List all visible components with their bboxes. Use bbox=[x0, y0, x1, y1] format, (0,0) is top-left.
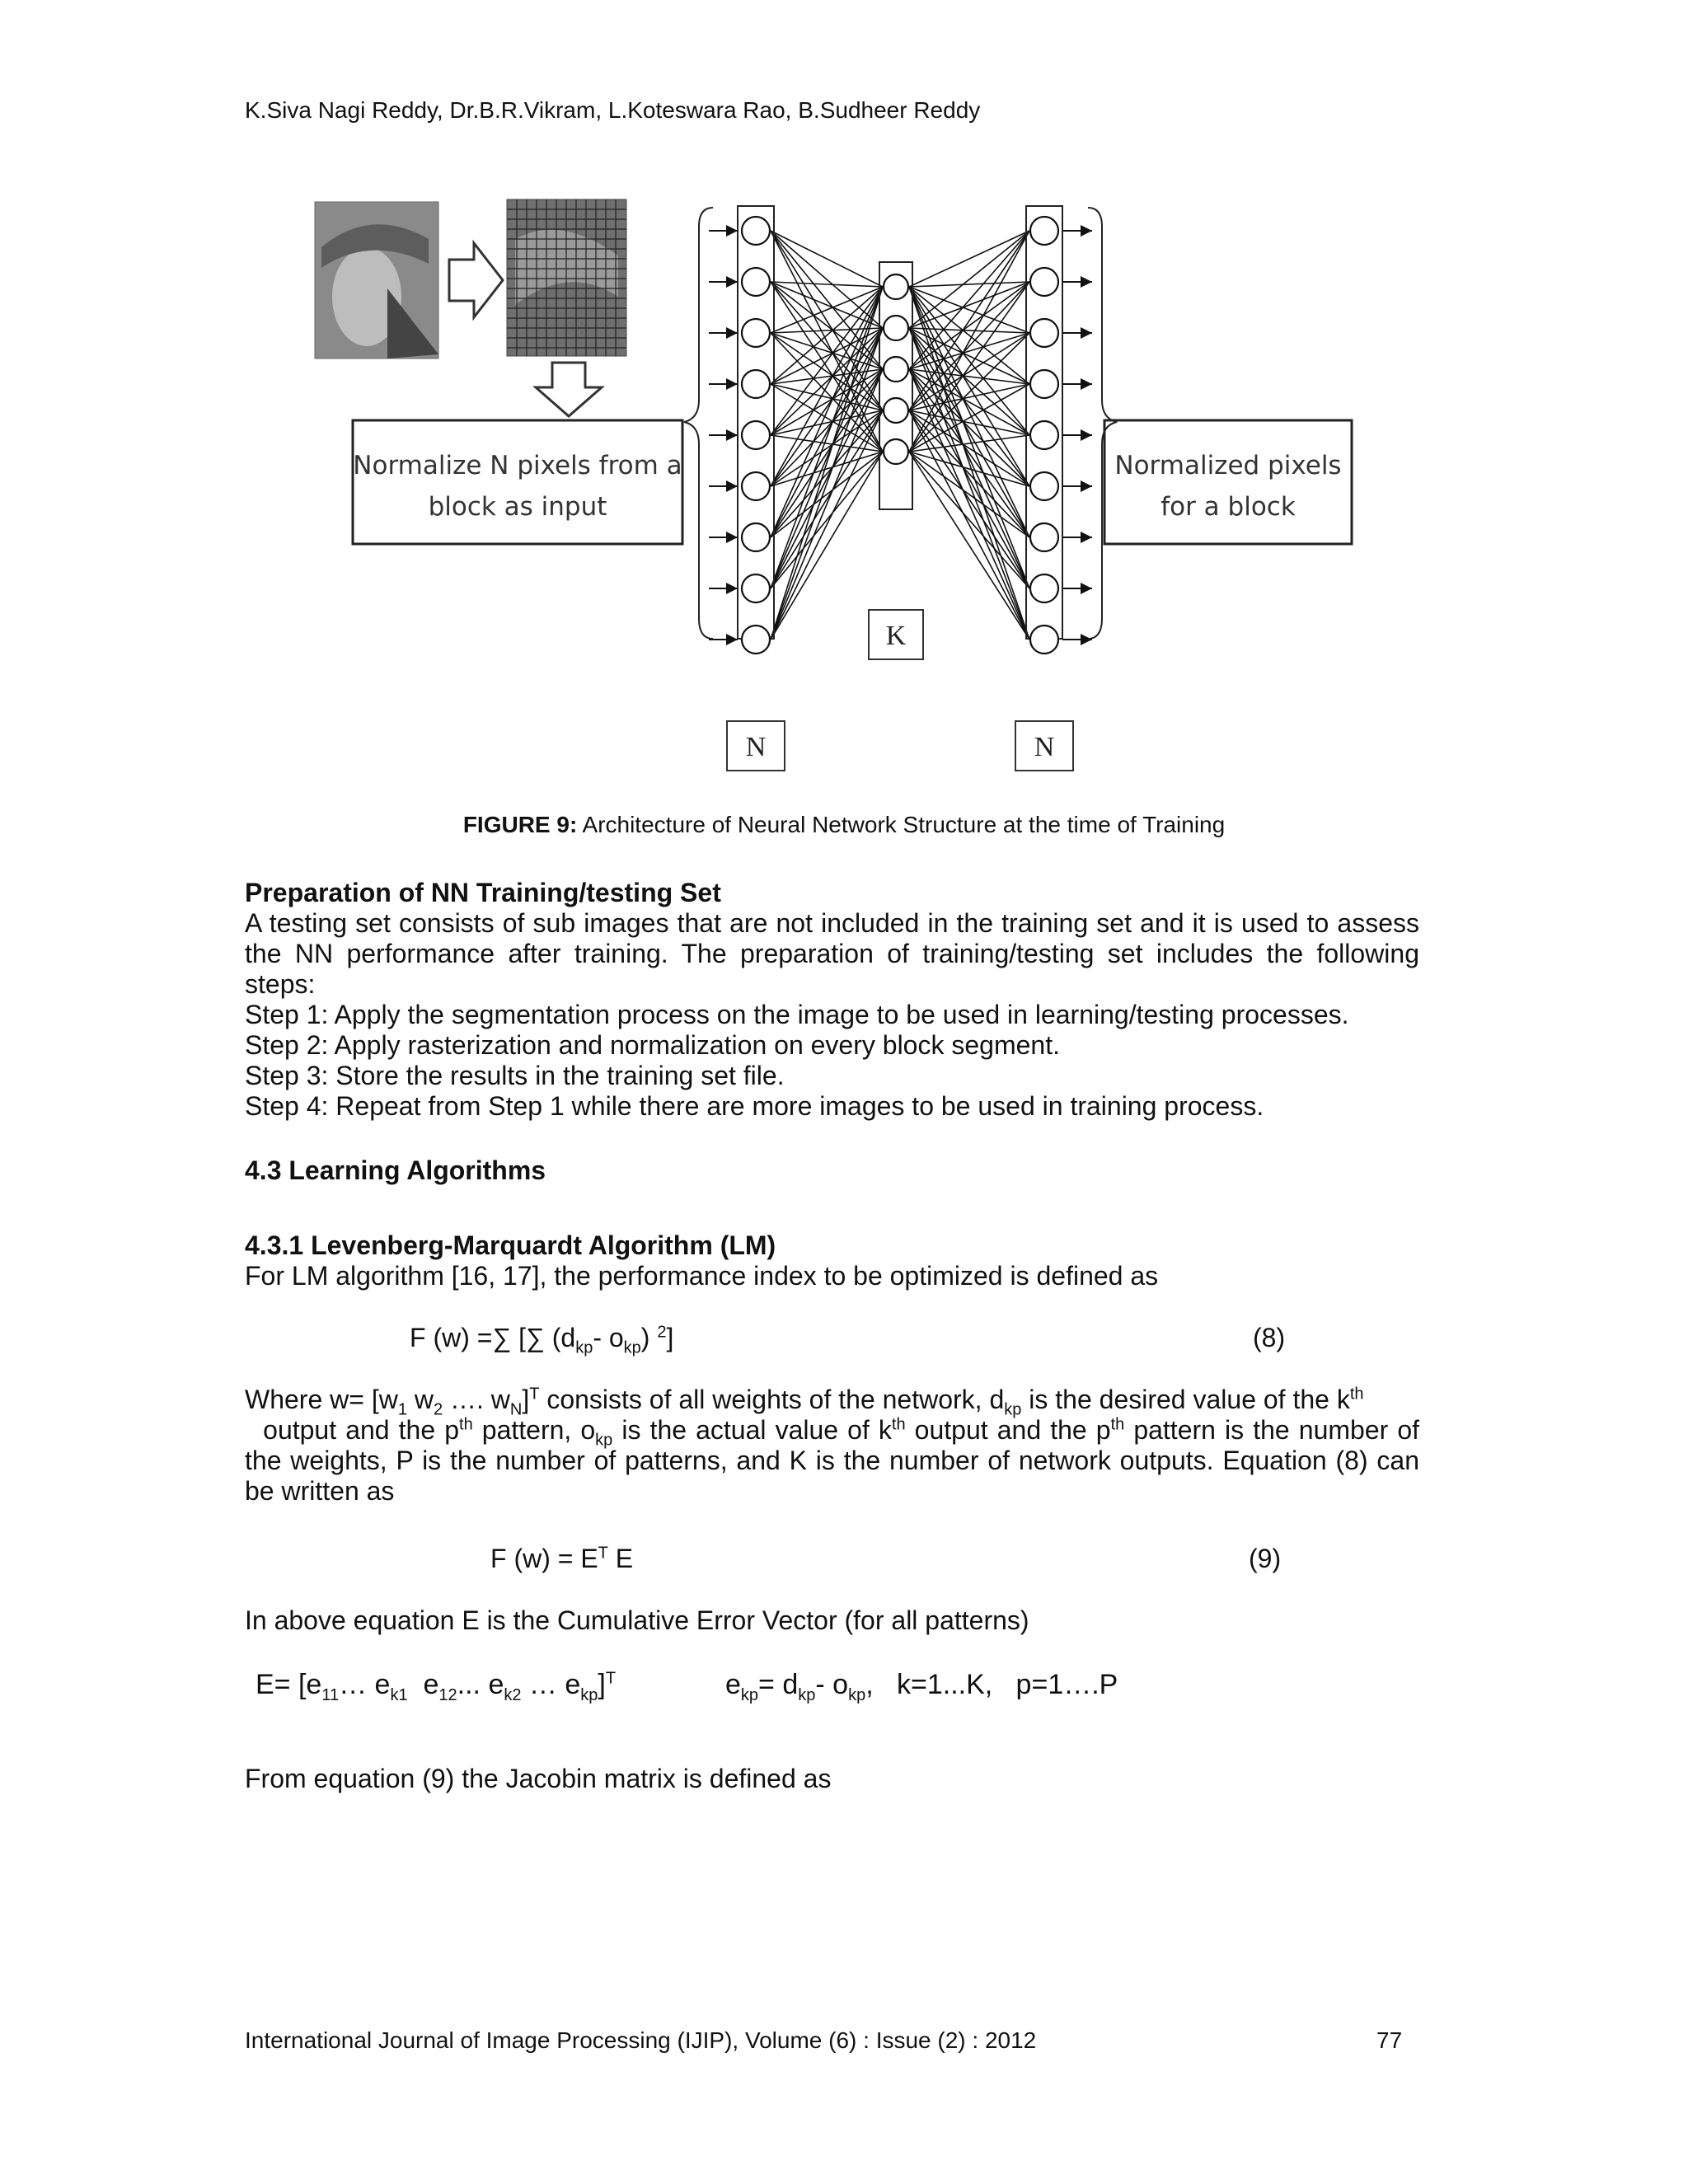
equation-9: F $(w) = E^T$ E bbox=[490, 1544, 634, 1573]
input-size-label: N bbox=[745, 732, 767, 762]
connection-line bbox=[771, 231, 883, 328]
output-arrowhead-icon bbox=[1081, 583, 1092, 594]
connection-line bbox=[771, 452, 883, 588]
equation-8-number: (8) bbox=[1253, 1323, 1286, 1352]
input-neuron bbox=[742, 574, 770, 602]
input-neuron bbox=[742, 472, 770, 500]
input-arrowhead-icon bbox=[726, 327, 738, 339]
equation-9-number: (9) bbox=[1249, 1544, 1282, 1573]
lm-section bbox=[245, 1230, 1419, 1291]
error-element-equation: $e_{kp}= d_{kp}-$ $o_{kp}$, k=1...K, p=1….P bbox=[725, 1669, 1118, 1704]
input-arrowhead-icon bbox=[726, 429, 738, 441]
connection-line bbox=[909, 282, 1029, 287]
output-arrowhead-icon bbox=[1081, 378, 1092, 390]
input-arrowhead-icon bbox=[726, 634, 738, 645]
cumulative-text: In above equation E is the Cumulative Error Vector (for all patterns) bbox=[245, 1605, 1029, 1635]
output-arrowhead-icon bbox=[1081, 532, 1092, 543]
input-arrowhead-icon bbox=[726, 225, 738, 237]
hidden-neuron bbox=[884, 439, 908, 464]
input-arrowhead-icon bbox=[726, 583, 738, 594]
output-box bbox=[1104, 420, 1352, 544]
hidden-size-label: K bbox=[885, 621, 907, 651]
right-arrow-icon bbox=[449, 243, 503, 317]
hidden-neuron bbox=[884, 357, 908, 382]
nn-architecture-figure bbox=[305, 190, 1376, 799]
output-box-line1: Normalized pixels bbox=[1114, 451, 1342, 480]
connection-line bbox=[909, 369, 1029, 640]
input-box-line1: Normalize N pixels from a bbox=[353, 451, 682, 480]
connection-line bbox=[909, 452, 1029, 588]
input-neuron bbox=[742, 626, 770, 654]
output-neuron bbox=[1030, 523, 1058, 551]
output-size-label: N bbox=[1034, 732, 1055, 762]
connection-line bbox=[909, 410, 1029, 486]
lm-heading: 4.3.1 Levenberg-Marquardt Algorithm (LM) bbox=[245, 1230, 776, 1260]
step-1: Step 1: Apply the segmentation process on the image to be used in learning/testing processes. bbox=[245, 1000, 1349, 1029]
output-neuron bbox=[1030, 472, 1058, 500]
input-box bbox=[353, 420, 682, 544]
input-neuron bbox=[742, 421, 770, 449]
connection-line bbox=[771, 328, 883, 640]
caption-text: Architecture of Neural Network Structure at the time of Training bbox=[577, 812, 1226, 837]
block-grid-image bbox=[507, 199, 626, 356]
down-arrow-icon bbox=[536, 363, 602, 416]
running-header: K.Siva Nagi Reddy, Dr.B.R.Vikram, L.Koteswara Rao, B.Sudheer Reddy bbox=[245, 97, 981, 123]
connection-line bbox=[771, 369, 883, 640]
output-arrowhead-icon bbox=[1081, 634, 1092, 645]
input-arrowhead-icon bbox=[726, 276, 738, 288]
error-vector-equation: $E= [e_{11}\dots$ $e_{k1}$ $e_{12}$... $e_{k2}$ … $e_{kp}]^T$ bbox=[256, 1669, 617, 1704]
input-neuron bbox=[742, 370, 770, 398]
connection-line bbox=[771, 410, 883, 537]
input-box-line2: block as input bbox=[428, 492, 607, 522]
hidden-neuron bbox=[884, 398, 908, 423]
output-neuron bbox=[1030, 626, 1058, 654]
input-neuron bbox=[742, 319, 770, 347]
equation-8: F (w) =∑ [∑ ($d_{kp}-$ $o_{kp}$) $^2$] bbox=[410, 1323, 674, 1357]
hidden-neuron bbox=[884, 274, 908, 299]
output-box-line2: for a block bbox=[1160, 492, 1296, 522]
connection-line bbox=[909, 328, 1029, 640]
step-4: Step 4: Repeat from Step 1 while there are more images to be used in training process. bbox=[245, 1091, 1264, 1121]
neural-network-layers bbox=[684, 206, 1117, 654]
output-neuron bbox=[1030, 268, 1058, 296]
prep-section bbox=[245, 878, 1419, 1122]
input-brace bbox=[684, 208, 713, 639]
page-number: 77 bbox=[1376, 2027, 1403, 2053]
input-neuron bbox=[742, 523, 770, 551]
output-neuron bbox=[1030, 421, 1058, 449]
input-arrowhead-icon bbox=[726, 378, 738, 390]
connection-line bbox=[771, 282, 883, 287]
step-3: Step 3: Store the results in the training set file. bbox=[245, 1061, 785, 1090]
footer-journal: International Journal of Image Processing (IJIP), Volume (6) : Issue (2) : 2012 bbox=[245, 2027, 1037, 2053]
output-arrowhead-icon bbox=[1081, 327, 1092, 339]
where-paragraph: Where $w= [w_1$ $w_2$ …. $w_N]^T$ consists of all weights of the network, $d_{kp}$ is the desired value of the $k^{th}$ output and the $p^{th}$ pattern, $o_{kp}$ is the actual value of $k^{th}$ output and the $p^{th}$ pattern is the number of the weights, P is the number of patterns, and K is the number of network outputs. Equation (8) can be written as bbox=[245, 1385, 1420, 1506]
caption-label: FIGURE 9: bbox=[462, 812, 578, 837]
connection-line bbox=[909, 231, 1029, 328]
output-neuron bbox=[1030, 217, 1058, 245]
output-neuron bbox=[1030, 319, 1058, 347]
hidden-neuron bbox=[884, 316, 908, 340]
lm-intro: For LM algorithm [16, 17], the performance index to be optimized is defined as bbox=[245, 1261, 1159, 1291]
output-brace bbox=[1088, 208, 1117, 639]
connection-line bbox=[909, 410, 1029, 537]
input-arrowhead-icon bbox=[726, 532, 738, 543]
output-arrowhead-icon bbox=[1081, 480, 1092, 492]
output-neuron bbox=[1030, 370, 1058, 398]
connection-line bbox=[909, 231, 1029, 369]
section-4-3-heading: 4.3 Learning Algorithms bbox=[245, 1155, 546, 1185]
connection-line bbox=[771, 231, 883, 369]
prep-heading: Preparation of NN Training/testing Set bbox=[245, 878, 721, 907]
input-neuron bbox=[742, 268, 770, 296]
step-2: Step 2: Apply rasterization and normalization on every block segment. bbox=[245, 1030, 1060, 1060]
input-image bbox=[315, 202, 438, 359]
output-arrowhead-icon bbox=[1081, 225, 1092, 237]
output-arrowhead-icon bbox=[1081, 429, 1092, 441]
input-neuron bbox=[742, 217, 770, 245]
output-arrowhead-icon bbox=[1081, 276, 1092, 288]
input-arrowhead-icon bbox=[726, 480, 738, 492]
prep-paragraph: A testing set consists of sub images that are not included in the training set and it is used to assess the NN performance after training. The preparation of training/testing set includes the following steps: bbox=[245, 908, 1419, 999]
figure-caption bbox=[0, 812, 1688, 838]
jacobin-text: From equation (9) the Jacobin matrix is defined as bbox=[245, 1764, 832, 1793]
output-neuron bbox=[1030, 574, 1058, 602]
